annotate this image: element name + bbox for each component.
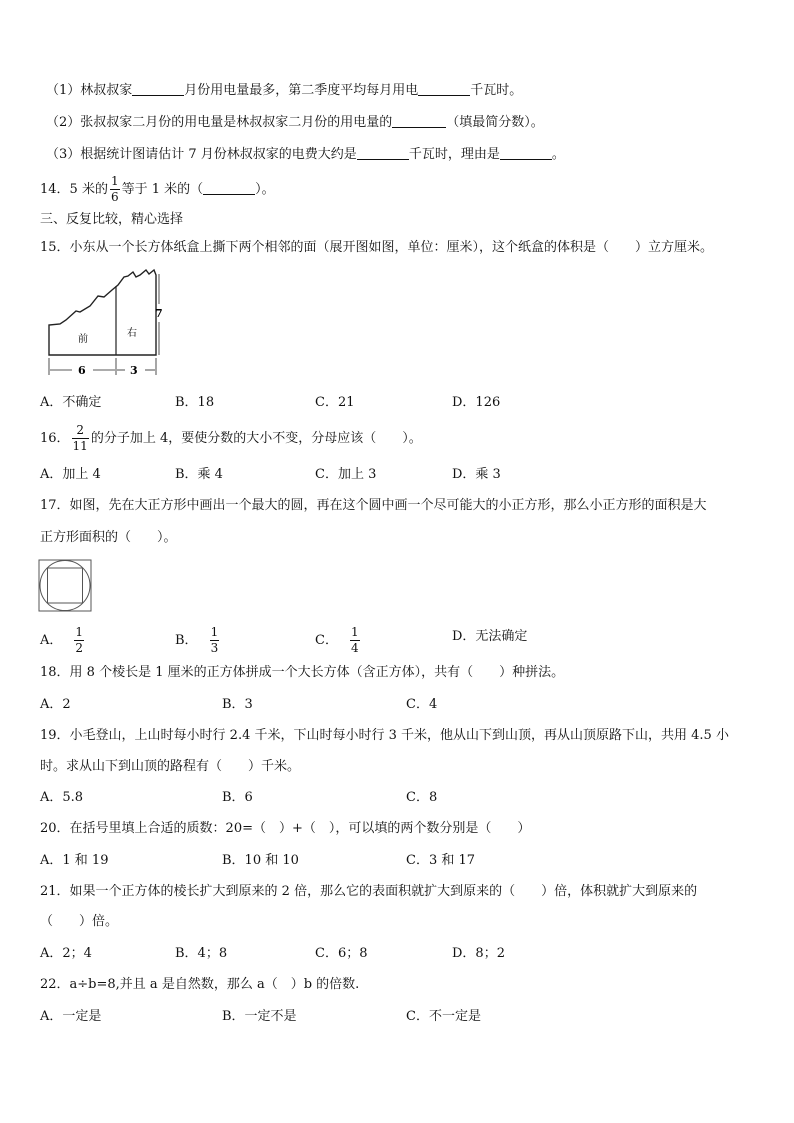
- square-circle-figure: [37, 558, 95, 614]
- q18-options: [40, 697, 760, 717]
- fraction: [72, 423, 89, 454]
- question-21-line-1: 21．如果一个正方体的棱长扩大到原来的 2 倍，那么它的表面积就扩大到原来的（ ）倍，体积就扩大到原来的: [40, 884, 698, 899]
- question-17-line-2: 正方形面积的（ ）。: [40, 530, 177, 545]
- q14-text-a: 14．5 米的: [40, 182, 108, 197]
- q21-options: [40, 946, 760, 966]
- question-14: [40, 174, 275, 206]
- fraction-numerator: 1: [210, 625, 219, 639]
- q13-part2-text-a: （2）张叔叔家二月份的用电量是林叔叔家二月份的用电量的: [46, 115, 393, 130]
- option-label: C．: [315, 632, 338, 648]
- question-22: 22．a÷b=8,并且 a 是自然数，那么 a（ ）b 的倍数.: [40, 977, 360, 992]
- q22-options: [40, 1009, 760, 1029]
- question-18: 18．用 8 个棱长是 1 厘米的正方体拼成一个大长方体（含正方体），共有（ ）种拼法。: [40, 665, 565, 680]
- option-d[interactable]: D．8；2: [452, 946, 505, 961]
- option-a[interactable]: A．1 和 19: [40, 853, 109, 868]
- q14-text-b: 等于 1 米的（: [121, 182, 204, 197]
- answer-blank[interactable]: [203, 182, 255, 195]
- question-15: 15．小东从一个长方体纸盒上撕下两个相邻的面（展开图如图，单位：厘米），这个纸盒的体积是（ ）立方厘米。: [40, 240, 714, 255]
- option-a[interactable]: A．一定是: [40, 1009, 102, 1024]
- option-b[interactable]: [175, 625, 221, 656]
- fraction: [210, 625, 220, 656]
- q14-text-c: ）。: [255, 182, 275, 197]
- option-c[interactable]: C．不一定是: [406, 1009, 481, 1024]
- option-a[interactable]: A．加上 4: [40, 467, 101, 482]
- option-b[interactable]: B．10 和 10: [222, 853, 299, 868]
- answer-blank[interactable]: [418, 83, 470, 96]
- option-a[interactable]: [40, 625, 86, 656]
- option-a[interactable]: A．2: [40, 697, 71, 712]
- fraction-denominator: 3: [210, 641, 219, 655]
- section-heading: 三、反复比较，精心选择: [40, 212, 184, 227]
- label-front: 前: [78, 334, 88, 345]
- dim-label-7: 7: [155, 307, 163, 320]
- q13-part3-text-a: （3）根据统计图请估计 7 月份林叔叔家的电费大约是: [46, 147, 357, 162]
- label-right: 右: [127, 328, 137, 339]
- fraction-denominator: 4: [350, 641, 359, 655]
- option-d[interactable]: D．无法确定: [452, 629, 528, 644]
- q13-part2-text-b: （填最简分数）。: [446, 115, 544, 130]
- q15-options: [40, 395, 760, 415]
- option-a[interactable]: A．5.8: [40, 790, 84, 805]
- dim-label-3: 3: [130, 364, 138, 377]
- option-d[interactable]: D．乘 3: [452, 467, 501, 482]
- option-c[interactable]: C．6；8: [315, 946, 368, 961]
- q17-options: [40, 625, 760, 655]
- answer-blank[interactable]: [357, 147, 409, 160]
- question-19-line-2: 时。求从山下到山顶的路程有（ ）千米。: [40, 759, 301, 774]
- fraction-numerator: 1: [110, 174, 119, 188]
- question-17-line-1: 17．如图，先在大正方形中画出一个最大的圆，再在这个圆中画一个尽可能大的小正方形，那么小正方形的面积是大: [40, 498, 707, 513]
- fraction-numerator: 1: [75, 625, 84, 639]
- option-b[interactable]: B．4；8: [175, 946, 228, 961]
- question-21-line-2: （ ）倍。: [40, 914, 119, 929]
- q13-part1-text-a: （1）林叔叔家: [46, 83, 133, 98]
- question-16: [40, 422, 422, 456]
- answer-blank[interactable]: [500, 147, 552, 160]
- q16-text-a: 16．: [40, 431, 70, 446]
- option-a[interactable]: A．不确定: [40, 395, 102, 410]
- fraction: [74, 625, 84, 656]
- option-d[interactable]: D．126: [452, 395, 501, 410]
- fraction-numerator: 1: [350, 625, 359, 639]
- option-b[interactable]: B．6: [222, 790, 253, 805]
- option-a[interactable]: A．2；4: [40, 946, 92, 961]
- answer-blank[interactable]: [132, 83, 184, 96]
- q13-part1-text-c: 千瓦时。: [470, 83, 523, 98]
- fraction-denominator: 2: [75, 641, 84, 655]
- option-b[interactable]: B．18: [175, 395, 215, 410]
- q16-options: [40, 467, 760, 487]
- answer-blank[interactable]: [392, 115, 446, 128]
- option-c[interactable]: [315, 625, 362, 656]
- fraction: [110, 174, 120, 205]
- fraction-denominator: 6: [110, 190, 119, 204]
- question-19-line-1: 19．小毛登山，上山时每小时行 2.4 千米，下山时每小时行 3 千米，他从山下到山顶，再从山顶原路下山，共用 4.5 小: [40, 728, 729, 743]
- option-b[interactable]: B．乘 4: [175, 467, 223, 482]
- option-b[interactable]: B．3: [222, 697, 253, 712]
- fraction-numerator: 2: [76, 423, 84, 437]
- q13-part3-text-c: 。: [551, 147, 565, 162]
- option-c[interactable]: C．加上 3: [315, 467, 377, 482]
- option-c[interactable]: C．3 和 17: [406, 853, 476, 868]
- question-20: 20．在括号里填上合适的质数：20=（ ）+（ ），可以填的两个数分别是（ ）: [40, 821, 531, 836]
- q13-part3-text-b: 千瓦时，理由是: [408, 147, 500, 162]
- option-label: B．: [175, 632, 198, 648]
- option-label: A．: [40, 632, 63, 648]
- q13-part3: [46, 147, 565, 163]
- option-b[interactable]: B．一定不是: [222, 1009, 297, 1024]
- q13-part1: [46, 83, 522, 99]
- unfolded-box-figure: [38, 268, 168, 380]
- option-c[interactable]: C．4: [406, 697, 438, 712]
- option-c[interactable]: C．21: [315, 395, 355, 410]
- small-square: [48, 568, 83, 603]
- fraction-denominator: 11: [72, 439, 88, 453]
- q20-options: [40, 853, 760, 873]
- q13-part1-text-b: 月份用电量最多，第二季度平均每月用电: [184, 83, 419, 98]
- fraction: [350, 625, 360, 656]
- option-c[interactable]: C．8: [406, 790, 438, 805]
- figure-outline: [49, 270, 156, 355]
- q13-part2: [46, 115, 544, 131]
- q16-text-b: 的分子加上 4，要使分数的大小不变，分母应该（ ）。: [90, 431, 422, 446]
- q19-options: [40, 790, 760, 810]
- dim-label-6: 6: [78, 364, 86, 377]
